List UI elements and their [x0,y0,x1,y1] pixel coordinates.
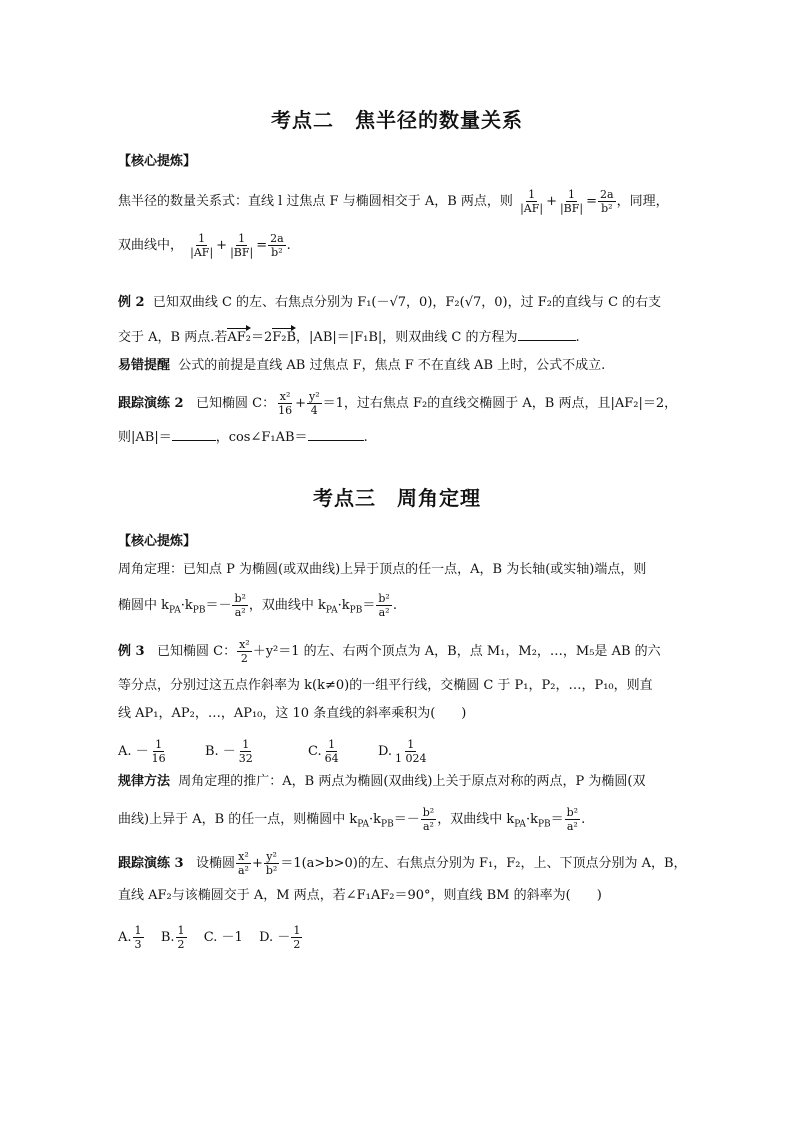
example-3-line-3: 线 AP₁，AP₂，…，AP₁₀，这 10 条直线的斜率乘积为( ) [118,706,467,721]
t3-option-a: A. $\frac{1}{3}$ [118,924,142,951]
example-2-label: 例 2 [118,295,145,310]
section-3-title: 考点三 周角定理 [313,486,481,510]
fraction-y2-b2: $\frac{\text{y²}}{\text{b²}}$ [265,850,278,877]
track-3-options [118,924,303,951]
track-3-line-1: 跟踪演练 3 设椭圆 $\frac{\text{x²}}{\text{a²}}$ + $\frac{\text{y²}}{\text{b²}}$ ＝1(a>b>0)的左、右焦点分别为 F₁，F₂，上、下顶点分别为 A，B， [118,850,687,877]
fraction-b2-a2-r: $\frac{\text{b²}}{\text{a²}}$ [422,806,435,833]
example-3-line-1: 例 3 已知椭圆 C： $\frac{\text{x²}}{2}$ ＋y²＝1 的左、右两个顶点为 A，B，点 M₁，M₂，…，M₅是 AB 的六 [118,638,661,665]
rule-line-1: 规律方法 周角定理的推广：A，B 两点为椭圆(双曲线)上关于原点对称的两点，P 为椭圆(双 [118,774,646,789]
fraction-1-af: $\frac{1}{|AF|}$ [520,188,544,215]
example-3-options [118,738,430,765]
section-2-title: 考点二 焦半径的数量关系 [271,108,523,132]
option-d: D. $\frac{1}{1 024}$ [377,738,427,765]
core-line-3b: 椭圆中 $k_{PA}\cdot k_{PB}=-$ $\frac{\text{b²}}{\text{a²}}$ ，双曲线中 $k_{PA}\cdot k_{PB}=$ $\frac{\text{b²}}{\text{a²}}$ . [118,592,397,619]
fraction-x2-2: $\frac{\text{x²}}{2}$ [239,638,250,665]
fraction-1-bf-h: $\frac{1}{|BF|}$ [230,232,254,259]
core-text: 焦半径的数量关系式：直线 l 过焦点 F 与椭圆相交于 A，B 两点，则 [118,194,513,209]
fraction-1-af-h: $\frac{1}{|AF|}$ [190,232,214,259]
core-line-3a: 周角定理：已知点 P 为椭圆(或双曲线)上异于顶点的任一点，A，B 为长轴(或实轴)端点，则 [118,562,647,577]
track-2-label: 跟踪演练 2 [118,396,184,411]
error-label: 易错提醒 [118,358,171,373]
option-a: A. － $\frac{1}{16}$ [118,738,166,765]
fraction-y2-4: $\frac{\text{y²}}{4}$ [308,390,320,417]
t3-option-d: D. － $\frac{1}{2}$ [259,924,301,951]
t3-option-b: B. $\frac{1}{2}$ [160,924,185,951]
answer-blank [518,328,576,341]
fraction-1-bf: $\frac{1}{|BF|}$ [559,188,584,215]
example-3-label: 例 3 [118,644,145,659]
option-c: C. $\frac{1}{64}$ [308,738,339,765]
fraction-2a-b2: $\frac{2a}{\text{b²}}$ [600,188,614,215]
vector-f2b: F₂B [272,328,296,348]
example-2-line-1: 例 2 已知双曲线 C 的左、右焦点分别为 F₁(－√7，0)，F₂(√7，0)，过 F₂的直线与 C 的右支 [118,295,662,310]
fraction-b2-a2: $\frac{\text{b²}}{\text{a²}}$ [234,592,246,619]
option-b: B. － $\frac{1}{32}$ [204,738,253,765]
track-3-label: 跟踪演练 3 [118,856,184,871]
vector-af2: AF₂ [227,328,251,348]
fraction-x2-16: $\frac{\text{x²}}{16}$ [278,390,293,417]
core-line-2a: 焦半径的数量关系式：直线 l 过焦点 F 与椭圆相交于 A，B 两点，则 $\frac{1}{|AF|}$ + $\frac{1}{|BF|}$ = $\frac{2a}{\text{b²}}$ ，同理， [118,188,669,215]
track-3-line-2: 直线 AF₂与该椭圆交于 A，M 两点，若∠F₁AF₂＝90°，则直线 BM 的斜率为( ) [118,888,602,903]
answer-blank-ab [172,428,216,441]
track-2-line-2: 则|AB|＝ ，cos∠F₁AB＝ . [118,430,368,445]
fraction-b2-a2-h: $\frac{\text{b²}}{\text{a²}}$ [378,592,390,619]
answer-blank-cos [308,428,364,441]
example-2-line-2: 交于 A，B 两点.若AF₂＝2F₂B，|AB|＝|F₁B|，则双曲线 C 的方程为 . [118,328,580,348]
rule-line-2: 曲线)上异于 A，B 的任一点，则椭圆中 $k_{PA}\cdot k_{PB}=-$ $\frac{\text{b²}}{\text{a²}}$ ，双曲线中 $k_{PA}\cdot k_{PB}=$ $\frac{\text{b²}}{\text{a²}}$ . [118,806,586,833]
rule-label: 规律方法 [118,774,171,789]
fraction-b2-a2-rh: $\frac{\text{b²}}{\text{a²}}$ [566,806,579,833]
example-3-line-2: 等分点，分别过这五点作斜率为 k(k≠0)的一组平行线，交椭圆 C 于 P₁，P₂，…，P₁₀，则直 [118,678,653,693]
core-tag-3: 【核心提炼】 [118,534,197,549]
fraction-2a-b2-h: $\frac{2a}{\text{b²}}$ [270,232,284,259]
track-2-line-1: 跟踪演练 2 已知椭圆 C： $\frac{\text{x²}}{16}$ + $\frac{\text{y²}}{4}$ ＝1，过右焦点 F₂的直线交椭圆于 A，B 两点，且|AF₂|＝2， [118,390,678,417]
core-tag-2: 【核心提炼】 [118,154,197,169]
core-line-2b: 双曲线中， $\frac{1}{|AF|}$ + $\frac{1}{|BF|}$ = $\frac{2a}{\text{b²}}$ . [118,232,291,259]
t3-option-c: C. －1 [203,930,243,945]
error-reminder: 易错提醒 公式的前提是直线 AB 过焦点 F，焦点 F 不在直线 AB 上时，公式不成立. [118,358,606,373]
fraction-x2-a2: $\frac{\text{x²}}{\text{a²}}$ [238,850,249,877]
